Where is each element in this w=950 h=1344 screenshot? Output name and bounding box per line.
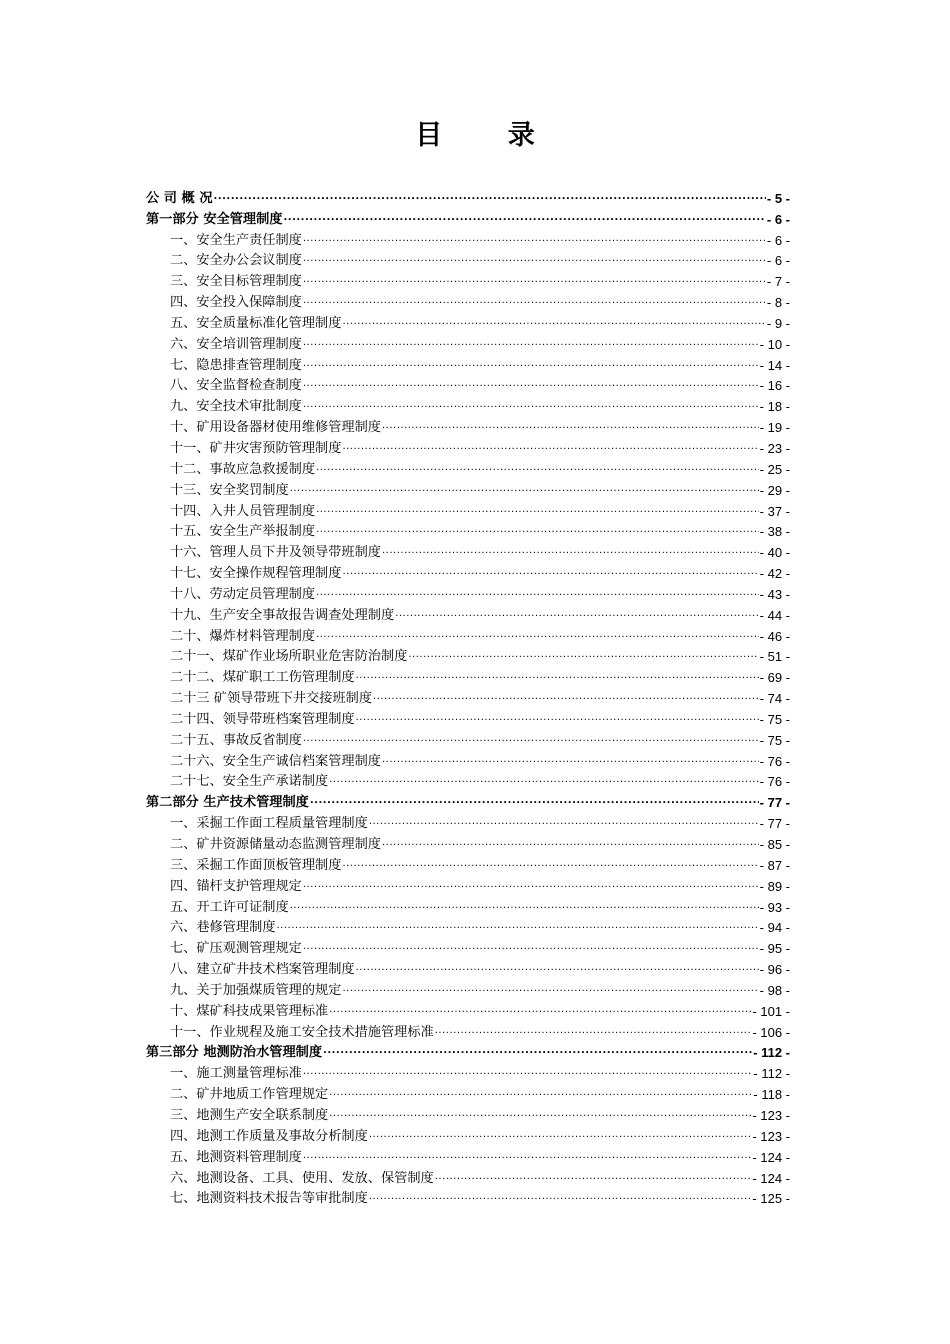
toc-page-number: - 42 - (759, 566, 790, 582)
toc-page-number: - 77 - (759, 795, 790, 811)
toc-dot-leader (303, 396, 759, 413)
toc-dot-leader (373, 688, 759, 705)
toc-entry-title: 一、安全生产责任制度 (170, 232, 302, 248)
toc-dot-leader (382, 751, 759, 768)
toc-page-number: - 16 - (759, 378, 790, 394)
toc-entry-title: 二十二、煤矿职工工伤管理制度 (170, 670, 355, 686)
toc-entry[interactable] (146, 1145, 790, 1166)
toc-page-number: - 89 - (759, 878, 790, 894)
toc-page-number: - 123 - (752, 1128, 790, 1144)
toc-entry-title: 十五、安全生产举报制度 (170, 524, 316, 540)
toc-page-number: - 9 - (766, 315, 790, 331)
toc-page-number: - 44 - (759, 607, 790, 623)
toc-entry[interactable] (146, 1020, 790, 1041)
toc-page-number: - 75 - (759, 732, 790, 748)
toc-entry-title: 十一、作业规程及施工安全技术措施管理标准 (170, 1024, 434, 1040)
toc-entry-title: 四、安全投入保障制度 (170, 295, 302, 311)
toc-entry[interactable] (146, 269, 790, 290)
toc-entry[interactable] (146, 311, 790, 332)
toc-dot-leader (342, 980, 758, 997)
toc-page-number: - 93 - (759, 899, 790, 915)
toc-entry-title: 第二部分 生产技术管理制度 (146, 795, 309, 811)
toc-entry[interactable] (146, 936, 790, 957)
toc-entry-title: 九、安全技术审批制度 (170, 399, 302, 415)
toc-entry[interactable] (146, 645, 790, 666)
toc-entry[interactable] (146, 770, 790, 791)
toc-page-number: - 112 - (753, 1066, 790, 1082)
toc-entry-title: 五、安全质量标准化管理制度 (170, 315, 342, 331)
toc-dot-leader (329, 771, 758, 788)
toc-entry-title: 二、安全办公会议制度 (170, 253, 302, 269)
toc-entry[interactable] (146, 728, 790, 749)
toc-dot-leader (382, 542, 759, 559)
toc-entry[interactable] (146, 707, 790, 728)
toc-page-number: - 106 - (752, 1024, 790, 1040)
toc-page-number: - 29 - (759, 482, 790, 498)
toc-entry[interactable] (146, 1187, 790, 1208)
toc-page-number: - 124 - (752, 1149, 790, 1165)
toc-dot-leader (382, 417, 759, 434)
toc-entry[interactable] (146, 436, 790, 457)
toc-page-number: - 40 - (759, 545, 790, 561)
toc-section-entry[interactable] (146, 186, 790, 207)
toc-dot-leader (303, 730, 759, 747)
page-title: 目 录 (415, 120, 563, 151)
toc-page-number: - 123 - (752, 1107, 790, 1123)
toc-entry[interactable] (146, 749, 790, 770)
toc-dot-leader (329, 1001, 751, 1018)
toc-entry[interactable] (146, 624, 790, 645)
toc-entry[interactable] (146, 1124, 790, 1145)
toc-entry[interactable] (146, 249, 790, 270)
toc-entry[interactable] (146, 478, 790, 499)
toc-dot-leader (342, 563, 758, 580)
toc-entry[interactable] (146, 978, 790, 999)
toc-entry[interactable] (146, 957, 790, 978)
toc-page-number: - 75 - (759, 711, 790, 727)
toc-entry-title: 六、地测设备、工具、使用、发放、保管制度 (170, 1170, 434, 1186)
toc-entry-title: 十一、矿井灾害预防管理制度 (170, 440, 342, 456)
toc-entry-title: 七、矿压观测管理规定 (170, 941, 302, 957)
toc-entry-title: 三、安全目标管理制度 (170, 274, 302, 290)
toc-dot-leader (303, 1147, 752, 1164)
toc-page-number: - 51 - (759, 649, 790, 665)
toc-entry-title: 二十四、领导带班档案管理制度 (170, 711, 355, 727)
toc-entry-title: 四、锚杆支护管理规定 (170, 878, 302, 894)
toc-entry[interactable] (146, 916, 790, 937)
toc-dot-leader (283, 209, 765, 226)
toc-page-number: - 7 - (766, 274, 790, 290)
toc-page-number: - 10 - (759, 336, 790, 352)
toc-entry-title: 三、采掘工作面顶板管理制度 (170, 857, 342, 873)
toc-page-number: - 112 - (753, 1045, 790, 1061)
toc-dot-leader (303, 292, 766, 309)
toc-dot-leader (356, 959, 759, 976)
toc-dot-leader (382, 834, 759, 851)
toc-dot-leader (316, 459, 759, 476)
toc-entry[interactable] (146, 415, 790, 436)
toc-page-number: - 101 - (752, 1003, 790, 1019)
toc-entry-title: 第三部分 地测防治水管理制度 (146, 1045, 323, 1061)
table-of-contents (146, 186, 790, 1207)
toc-page-number: - 118 - (753, 1087, 790, 1103)
toc-dot-leader (329, 1105, 751, 1122)
toc-entry-title: 七、地测资料技术报告等审批制度 (170, 1191, 368, 1207)
toc-page-number: - 6 - (766, 211, 790, 227)
toc-entry-title: 十七、安全操作规程管理制度 (170, 566, 342, 582)
toc-entry[interactable] (146, 665, 790, 686)
toc-page-number: - 37 - (759, 503, 790, 519)
toc-entry[interactable] (146, 832, 790, 853)
toc-page-number: - 19 - (759, 420, 790, 436)
toc-dot-leader (316, 626, 759, 643)
toc-entry[interactable] (146, 540, 790, 561)
toc-page-number: - 25 - (759, 461, 790, 477)
toc-dot-leader (342, 313, 765, 330)
toc-entry[interactable] (146, 353, 790, 374)
toc-page-number: - 38 - (759, 524, 790, 540)
toc-entry[interactable] (146, 1082, 790, 1103)
toc-page-number: - 85 - (759, 837, 790, 852)
toc-page-number: - 6 - (766, 253, 790, 269)
toc-page-number: - 124 - (752, 1170, 790, 1186)
toc-page-number: - 98 - (759, 982, 790, 998)
toc-entry[interactable] (146, 332, 790, 353)
toc-dot-leader (329, 1084, 752, 1101)
toc-page-number: - 23 - (759, 440, 790, 456)
toc-page-number: - 6 - (766, 232, 790, 248)
toc-dot-leader (303, 938, 759, 955)
toc-entry[interactable] (146, 457, 790, 478)
toc-page-number: - 76 - (759, 774, 790, 790)
toc-entry[interactable] (146, 1061, 790, 1082)
toc-dot-leader (303, 334, 759, 351)
toc-entry-title: 八、建立矿井技术档案管理制度 (170, 962, 355, 978)
toc-page-number: - 95 - (759, 941, 790, 957)
toc-entry[interactable] (146, 582, 790, 603)
toc-entry-title: 十、矿用设备器材使用维修管理制度 (170, 420, 381, 436)
toc-dot-leader (356, 709, 759, 726)
toc-dot-leader (342, 438, 758, 455)
toc-entry-title: 四、地测工作质量及事故分析制度 (170, 1128, 368, 1144)
toc-entry-title: 一、采掘工作面工程质量管理制度 (170, 816, 368, 832)
toc-dot-leader (303, 876, 759, 893)
toc-dot-leader (303, 271, 766, 288)
toc-entry[interactable] (146, 853, 790, 874)
toc-entry-title: 七、隐患排查管理制度 (170, 357, 302, 373)
toc-entry-title: 十六、管理人员下井及领导带班制度 (170, 545, 381, 561)
toc-entry-title: 二、矿井资源储量动态监测管理制度 (170, 837, 381, 852)
toc-page-number: - 5 - (766, 190, 790, 206)
toc-entry-title: 九、关于加强煤质管理的规定 (170, 982, 342, 998)
toc-entry-title: 五、地测资料管理制度 (170, 1149, 302, 1165)
toc-dot-leader (290, 480, 759, 497)
toc-dot-leader (369, 1188, 752, 1205)
toc-dot-leader (395, 605, 758, 622)
toc-entry[interactable] (146, 686, 790, 707)
toc-entry-title: 六、安全培训管理制度 (170, 336, 302, 352)
toc-entry-title: 十二、事故应急救援制度 (170, 461, 316, 477)
toc-entry[interactable] (146, 874, 790, 895)
toc-page-number: - 74 - (759, 691, 790, 707)
toc-entry-title: 五、开工许可证制度 (170, 899, 289, 915)
toc-page-number: - 46 - (759, 628, 790, 644)
toc-section-entry[interactable] (146, 1041, 790, 1062)
toc-entry[interactable] (146, 228, 790, 249)
toc-page-number: - 125 - (752, 1191, 790, 1207)
toc-dot-leader (316, 584, 759, 601)
toc-dot-leader (303, 375, 759, 392)
toc-entry[interactable] (146, 811, 790, 832)
toc-entry-title: 二十六、安全生产诚信档案管理制度 (170, 753, 381, 769)
toc-dot-leader (214, 188, 766, 205)
toc-dot-leader (310, 792, 759, 809)
toc-entry[interactable] (146, 374, 790, 395)
toc-entry-title: 十九、生产安全事故报告调查处理制度 (170, 607, 395, 623)
toc-page-number: - 77 - (759, 816, 790, 832)
toc-entry-title: 第一部分 安全管理制度 (146, 211, 283, 227)
toc-dot-leader (303, 355, 759, 372)
toc-dot-leader (303, 1063, 753, 1080)
toc-dot-leader (277, 917, 759, 934)
toc-entry[interactable] (146, 603, 790, 624)
toc-dot-leader (342, 855, 758, 872)
toc-dot-leader (323, 1042, 752, 1059)
toc-page-number: - 14 - (759, 357, 790, 373)
toc-page-number: - 94 - (759, 920, 790, 936)
toc-dot-leader (369, 813, 759, 830)
toc-entry[interactable] (146, 561, 790, 582)
toc-entry[interactable] (146, 895, 790, 916)
toc-entry-title: 二十三 矿领导带班下井交接班制度 (170, 691, 373, 707)
toc-entry[interactable] (146, 394, 790, 415)
toc-section-entry[interactable] (146, 790, 790, 811)
toc-entry-title: 二十七、安全生产承诺制度 (170, 774, 329, 790)
toc-entry-title: 公 司 概 况 (146, 190, 213, 206)
toc-entry-title: 十四、入井人员管理制度 (170, 503, 316, 519)
toc-dot-leader (435, 1168, 752, 1185)
toc-entry[interactable] (146, 1103, 790, 1124)
toc-entry-title: 八、安全监督检查制度 (170, 378, 302, 394)
toc-page-number: - 69 - (759, 670, 790, 686)
toc-dot-leader (435, 1022, 752, 1039)
toc-entry-title: 二十一、煤矿作业场所职业危害防治制度 (170, 649, 408, 665)
toc-entry[interactable] (146, 499, 790, 520)
toc-entry-title: 十八、劳动定员管理制度 (170, 586, 316, 602)
toc-page-number: - 87 - (759, 857, 790, 873)
toc-entry[interactable] (146, 1166, 790, 1187)
toc-dot-leader (316, 501, 759, 518)
toc-entry[interactable] (146, 520, 790, 541)
toc-page-number: - 8 - (766, 295, 790, 311)
toc-section-entry[interactable] (146, 207, 790, 228)
toc-dot-leader (303, 230, 766, 247)
toc-entry-title: 一、施工测量管理标准 (170, 1066, 302, 1082)
toc-page-number: - 18 - (759, 399, 790, 415)
toc-dot-leader (316, 521, 759, 538)
toc-dot-leader (408, 646, 758, 663)
toc-page-number: - 76 - (759, 753, 790, 769)
toc-dot-leader (290, 897, 759, 914)
toc-entry-title: 十、煤矿科技成果管理标准 (170, 1003, 329, 1019)
toc-page-number: - 96 - (759, 962, 790, 978)
toc-entry-title: 二十、爆炸材料管理制度 (170, 628, 316, 644)
toc-entry[interactable] (146, 999, 790, 1020)
toc-entry-title: 十三、安全奖罚制度 (170, 482, 289, 498)
toc-dot-leader (356, 667, 759, 684)
toc-page-number: - 43 - (759, 586, 790, 602)
toc-entry[interactable] (146, 290, 790, 311)
toc-entry-title: 二、矿井地质工作管理规定 (170, 1087, 329, 1103)
toc-dot-leader (303, 250, 766, 267)
toc-entry-title: 六、巷修管理制度 (170, 920, 276, 936)
toc-entry-title: 三、地测生产安全联系制度 (170, 1107, 329, 1123)
toc-dot-leader (369, 1126, 752, 1143)
toc-entry-title: 二十五、事故反省制度 (170, 732, 302, 748)
